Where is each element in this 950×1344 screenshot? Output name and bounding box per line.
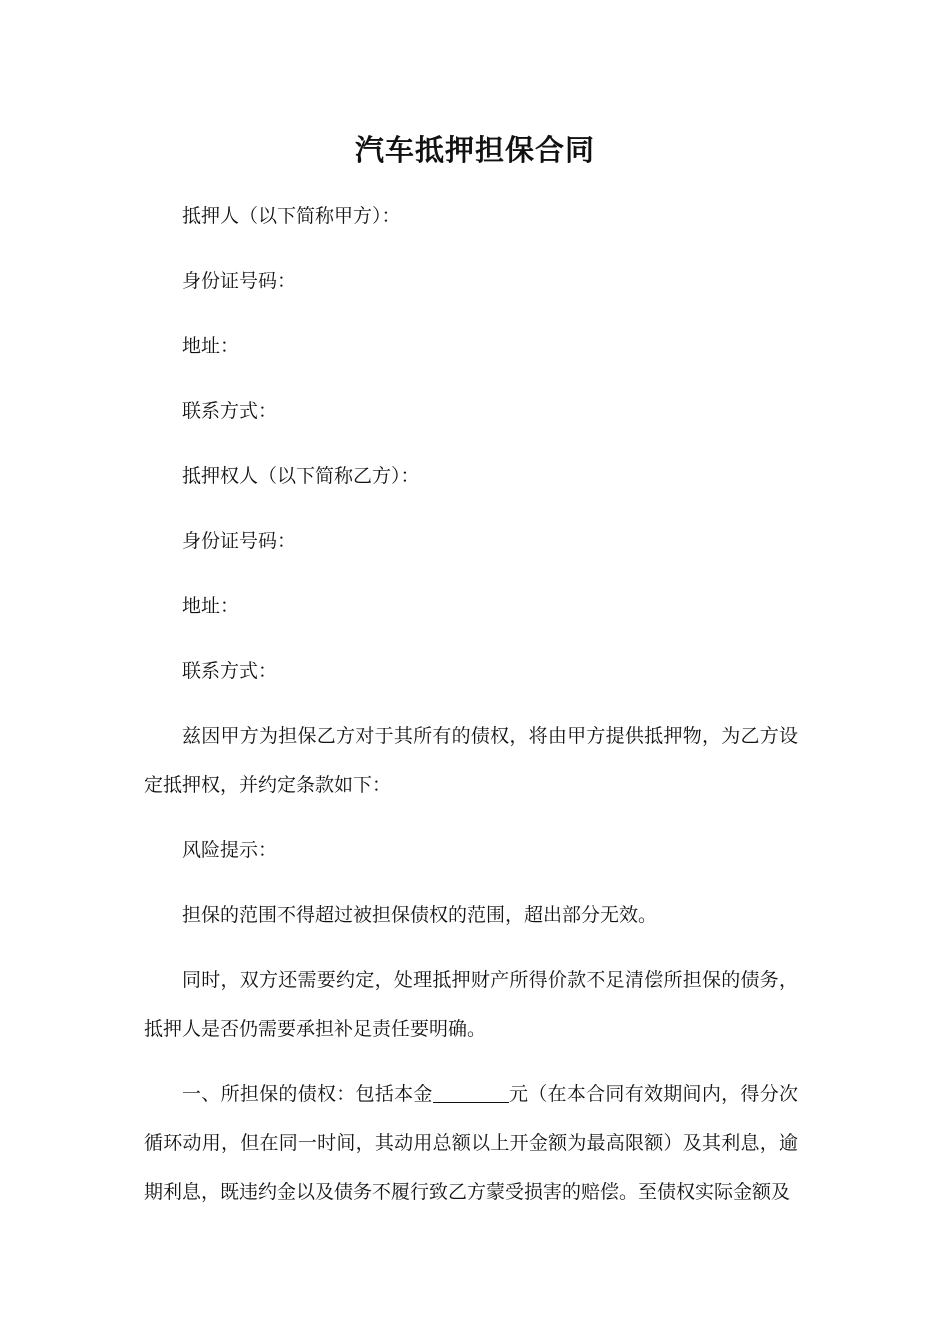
party-a-address-label: 地址： bbox=[182, 335, 240, 357]
party-b-label: 抵押权人（以下简称乙方）： bbox=[182, 465, 420, 487]
preamble-paragraph: 兹因甲方为担保乙方对于其所有的债权，将由甲方提供抵押物，为乙方设定抵押权，并约定条款如下： bbox=[144, 725, 798, 796]
principal-amount-blank bbox=[433, 1083, 509, 1103]
party-b-id-label: 身份证号码： bbox=[182, 530, 297, 552]
clause-1-text-after-blank: 元（在本合同有效期间内，得分次循环动用，但在同一时间，其动用总额以上开金额为最高限额）及其利息，逾期利息，既违约金以及债务不履行致乙方蒙受损害的赔偿。至债权实际金额及 bbox=[144, 1083, 798, 1203]
clause-1-text-before-blank: 一、所担保的债权：包括本金 bbox=[182, 1083, 433, 1105]
document-body bbox=[144, 192, 798, 1217]
party-b-address-label: 地址： bbox=[182, 595, 240, 617]
document-title: 汽车抵押担保合同 bbox=[354, 133, 595, 167]
risk-paragraph-1: 担保的范围不得超过被担保债权的范围，超出部分无效。 bbox=[182, 904, 658, 926]
party-b-contact-label: 联系方式： bbox=[182, 660, 278, 682]
party-a-id-label: 身份证号码： bbox=[182, 270, 297, 292]
party-a-label: 抵押人（以下简称甲方）： bbox=[182, 205, 401, 227]
risk-paragraph-2: 同时，双方还需要约定，处理抵押财产所得价款不足清偿所担保的债务，抵押人是否仍需要承担补足责任要明确。 bbox=[144, 969, 798, 1040]
clause-1-paragraph bbox=[144, 1070, 798, 1217]
risk-heading: 风险提示： bbox=[182, 839, 278, 861]
party-a-contact-label: 联系方式： bbox=[182, 400, 278, 422]
